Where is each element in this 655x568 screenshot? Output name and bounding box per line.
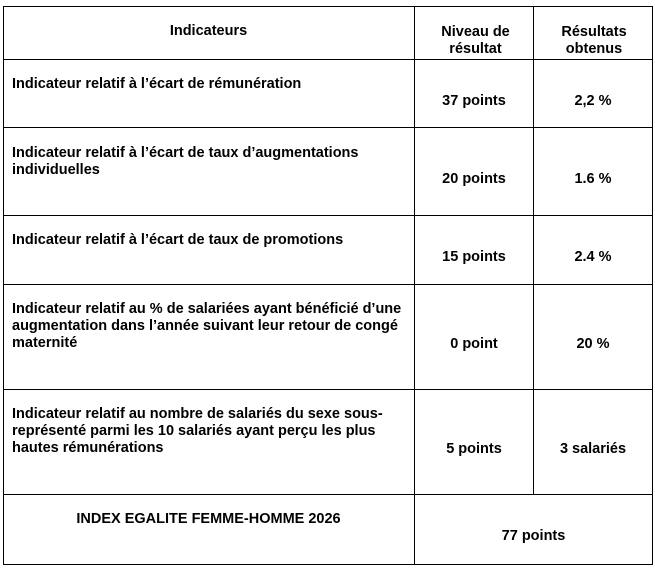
row-5-result: 3 salariés — [559, 441, 627, 457]
index-egalite-table — [3, 6, 653, 566]
row-divider — [3, 59, 653, 60]
row-1-label: Indicateur relatif à l’écart de rémunération — [12, 76, 302, 92]
total-value: 77 points — [501, 528, 566, 544]
row-5-label: Indicateur relatif au nombre de salariés du sexe sous-représenté parmi les 10 salariés ayant perçu les plus hautes rémunérations — [12, 406, 383, 456]
total-label: INDEX EGALITE FEMME-HOMME 2026 — [76, 511, 341, 527]
row-5-level: 5 points — [446, 441, 502, 457]
row-4-label: Indicateur relatif au % de salariées ayant bénéficié d’une augmentation dans l’année suivant leur retour de congé maternité — [12, 301, 402, 351]
header-niveau-de-resultat: Niveau de résultat — [441, 24, 510, 57]
row-1-level: 37 points — [442, 93, 506, 109]
row-4-level: 0 point — [450, 336, 498, 352]
row-divider — [3, 215, 653, 216]
row-divider — [3, 389, 653, 390]
table-border-right — [652, 6, 653, 565]
column-divider — [414, 6, 415, 565]
row-1-result: 2,2 % — [574, 93, 612, 109]
row-3-result: 2.4 % — [574, 249, 612, 265]
row-divider — [3, 494, 653, 495]
row-3-label: Indicateur relatif à l’écart de taux de promotions — [12, 232, 344, 248]
header-indicateurs: Indicateurs — [169, 23, 248, 39]
row-2-level: 20 points — [442, 171, 506, 187]
row-2-result: 1.6 % — [574, 171, 612, 187]
header-resultats-obtenus: Résultats obtenus — [561, 24, 627, 57]
row-2-label: Indicateur relatif à l’écart de taux d’augmentations individuelles — [12, 145, 359, 178]
row-4-result: 20 % — [576, 336, 610, 352]
table-border-bottom — [3, 564, 653, 565]
row-3-level: 15 points — [442, 249, 506, 265]
table-border-top — [3, 6, 653, 7]
row-divider — [3, 284, 653, 285]
row-divider — [3, 127, 653, 128]
